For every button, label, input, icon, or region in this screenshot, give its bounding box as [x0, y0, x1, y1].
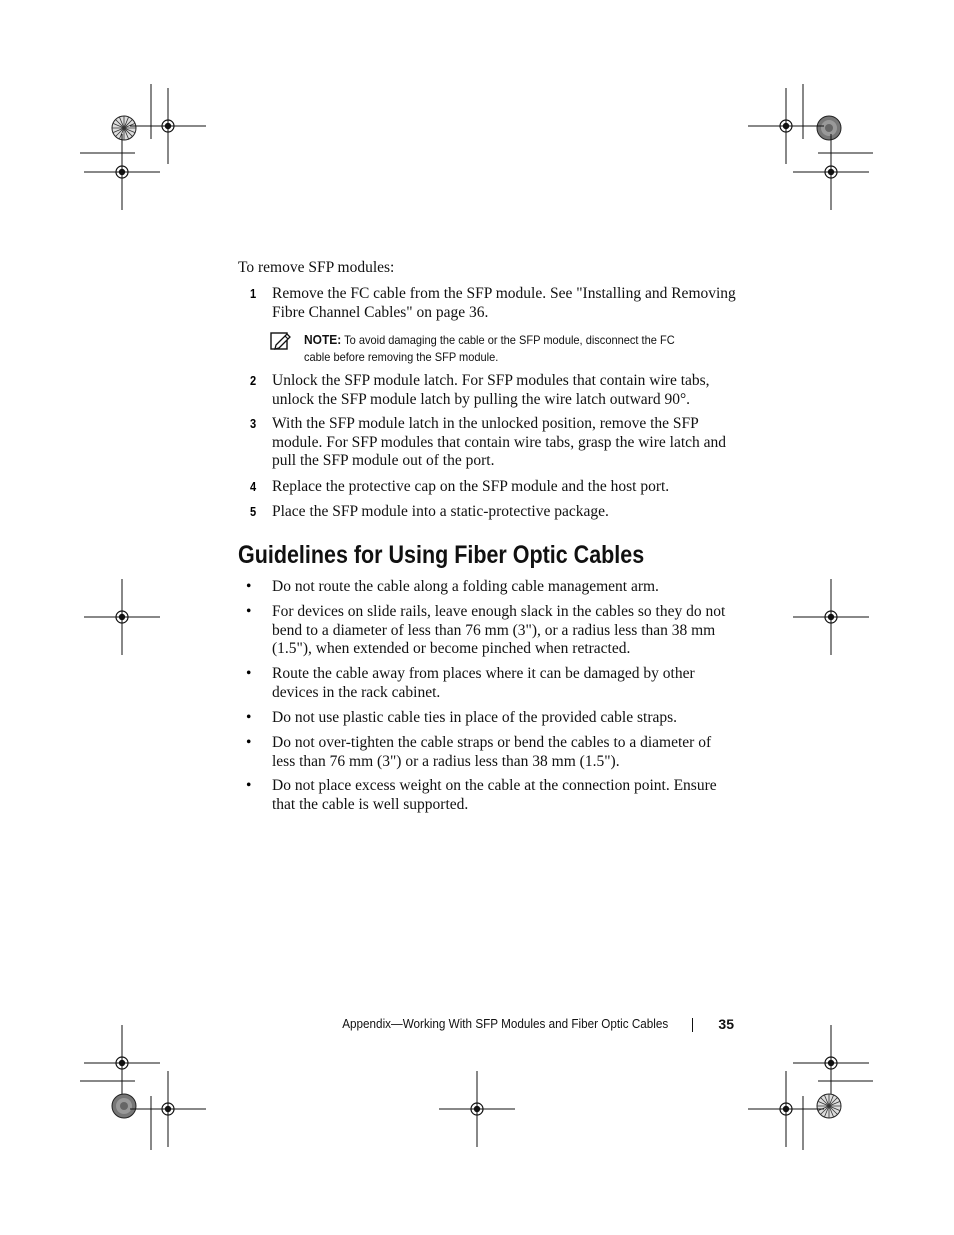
bullet-symbol: • — [246, 603, 252, 620]
page-number: 35 — [718, 1016, 734, 1032]
step-text: Place the SFP module into a static-protective package. — [272, 503, 609, 520]
bullet-text: Route the cable away from places where it can be damaged by other devices in the rack cabinet. — [272, 665, 695, 701]
intro-text: To remove SFP modules: — [238, 259, 395, 276]
section-heading: Guidelines for Using Fiber Optic Cables — [238, 541, 645, 569]
bullet-text: Do not place excess weight on the cable at the connection point. Ensure that the cable is well supported. — [272, 777, 717, 813]
bullet-text: For devices on slide rails, leave enough slack in the cables so they do not bend to a diameter of less than 76 mm (3"), or a radius less than 38 mm (1.5"), when extended or become pinched when retracted. — [272, 603, 726, 658]
bullet-text: Do not use plastic cable ties in place of the provided cable straps. — [272, 709, 678, 726]
step-number: 1 — [250, 286, 257, 301]
step-number: 4 — [250, 479, 257, 494]
bullet-symbol: • — [246, 777, 252, 794]
step-number: 2 — [250, 373, 257, 388]
pencil-note-icon — [270, 331, 292, 351]
footer-separator — [692, 1018, 693, 1032]
footer-title: Appendix—Working With SFP Modules and Fiber Optic Cables — [341, 1016, 668, 1031]
bullet-symbol: • — [246, 578, 252, 595]
page-footer — [300, 1015, 740, 1035]
bullet-symbol: • — [246, 665, 252, 682]
note-body: To avoid damaging the cable or the SFP module, disconnect the FC cable before removing the SFP module. — [304, 333, 675, 364]
note-label: NOTE: — [304, 332, 342, 347]
step-text: Unlock the SFP module latch. For SFP modules that contain wire tabs, unlock the SFP module latch by pulling the wire latch outward 90°. — [272, 372, 710, 408]
note-text — [304, 331, 709, 366]
bullet-text: Do not route the cable along a folding cable management arm. — [272, 578, 659, 595]
step-number: 3 — [250, 416, 257, 431]
bullet-symbol: • — [246, 709, 252, 726]
step-text: With the SFP module latch in the unlocked position, remove the SFP module. For SFP modules that contain wire tabs, grasp the wire latch and pull the SFP module out of the port. — [272, 415, 727, 470]
bullet-text: Do not over-tighten the cable straps or bend the cables to a diameter of less than 76 mm (3") or a radius less than 38 mm (1.5"). — [272, 734, 712, 770]
step-text: Remove the FC cable from the SFP module. See "Installing and Removing Fibre Channel Cables" on page 36. — [272, 285, 736, 321]
step-text: Replace the protective cap on the SFP module and the host port. — [272, 478, 670, 495]
step-number: 5 — [250, 504, 257, 519]
bullet-symbol: • — [246, 734, 252, 751]
